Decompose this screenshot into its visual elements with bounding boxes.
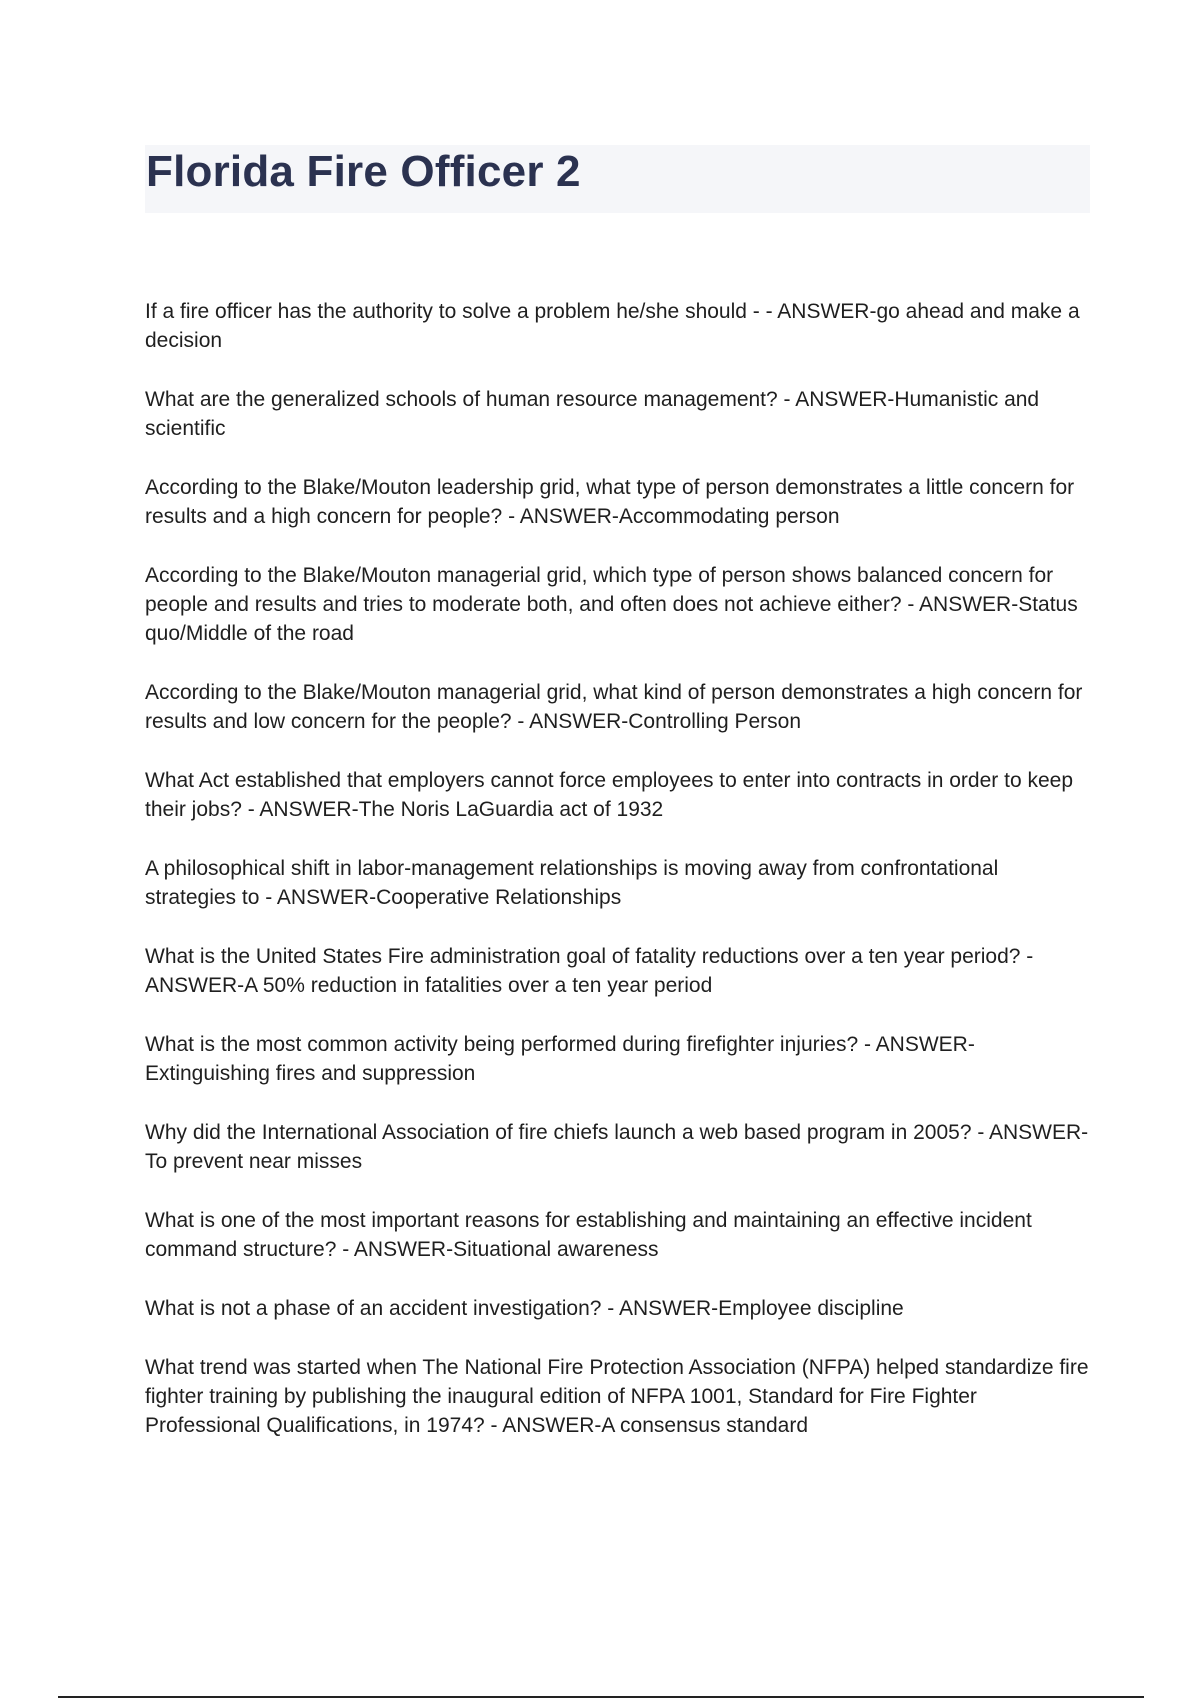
question-text: What is not a phase of an accident investigation? xyxy=(145,1297,602,1320)
footer-divider xyxy=(58,1696,1144,1698)
qa-item: A philosophical shift in labor-management relationships is moving away from confrontational strategies to - ANSWER-Cooperative Relationships xyxy=(145,857,999,909)
qa-item: Why did the International Association of fire chiefs launch a web based program in 2005? - ANSWER-To prevent near misses xyxy=(145,1121,1089,1173)
answer-text: To prevent near misses xyxy=(145,1150,363,1173)
answer-text: A 50% reduction in fatalities over a ten year period xyxy=(244,974,713,997)
qa-item: What is not a phase of an accident investigation? - ANSWER-Employee discipline xyxy=(145,1297,904,1320)
answer-text: Humanistic and scientific xyxy=(145,388,1040,440)
qa-item: According to the Blake/Mouton managerial grid, what kind of person demonstrates a high concern for results and low concern for the people? - ANSWER-Controlling Person xyxy=(145,681,1083,733)
answer-text: Status quo/Middle of the road xyxy=(145,593,1078,645)
qa-item: What Act established that employers cannot force employees to enter into contracts in order to keep their jobs? - ANSWER-The Noris LaGuardia act of 1932 xyxy=(145,769,1073,821)
answer-text: A consensus standard xyxy=(601,1414,809,1437)
answer-text: Employee discipline xyxy=(718,1297,904,1320)
answer-text: Accommodating person xyxy=(618,505,840,528)
question-text: What Act established that employers cannot force employees to enter into contracts in order to keep their jobs? xyxy=(145,769,1073,821)
qa-item: What is one of the most important reasons for establishing and maintaining an effective incident command structure? - ANSWER-Situational awareness xyxy=(145,1209,1032,1261)
question-text: What are the generalized schools of human resource management? xyxy=(145,388,778,411)
question-text: According to the Blake/Mouton managerial grid, what kind of person demonstrates a high concern for results and low concern for the people? xyxy=(145,681,1083,733)
qa-item: What trend was started when The National Fire Protection Association (NFPA) helped standardize fire fighter training by publishing the inaugural edition of NFPA 1001, Standard for Fire Fighter Professional Qualifications, in 1974? - ANSWER-A consensus standard xyxy=(145,1356,1089,1437)
answer-text: Cooperative Relationships xyxy=(376,886,622,909)
question-text: What trend was started when The National Fire Protection Association (NFPA) helped standardize fire fighter training by publishing the inaugural edition of NFPA 1001, Standard for Fire Fighter Professional Qualifications, in 1974? xyxy=(145,1356,1089,1437)
question-text: According to the Blake/Mouton managerial grid, which type of person shows balanced concern for people and results and tries to moderate both, and often does not achieve either? xyxy=(145,564,1054,616)
question-text: A philosophical shift in labor-management relationships is moving away from confrontational strategies to xyxy=(145,857,999,909)
qa-item: If a fire officer has the authority to solve a problem he/she should - - ANSWER-go ahead and make a decision xyxy=(145,300,1080,352)
question-text: According to the Blake/Mouton leadership grid, what type of person demonstrates a little concern for results and a high concern for people? xyxy=(145,476,1075,528)
qa-item: What is the most common activity being performed during firefighter injuries? - ANSWER-Extinguishing fires and suppression xyxy=(145,1033,975,1085)
qa-item: According to the Blake/Mouton managerial grid, which type of person shows balanced concern for people and results and tries to moderate both, and often does not achieve either? - ANSWER-Status quo/Middle of the road xyxy=(145,564,1078,645)
qa-list xyxy=(145,297,1095,1470)
answer-text: Situational awareness xyxy=(453,1238,659,1261)
qa-item: What are the generalized schools of human resource management? - ANSWER-Humanistic and scientific xyxy=(145,388,1040,440)
question-text: What is the most common activity being performed during firefighter injuries? xyxy=(145,1033,859,1056)
question-text: Why did the International Association of fire chiefs launch a web based program in 2005? xyxy=(145,1121,972,1144)
answer-text: Controlling Person xyxy=(628,710,801,733)
question-text: If a fire officer has the authority to solve a problem he/she should - xyxy=(145,300,766,323)
answer-text: go ahead and make a decision xyxy=(145,300,1080,352)
answer-text: Extinguishing fires and suppression xyxy=(145,1062,476,1085)
answer-text: The Noris LaGuardia act of 1932 xyxy=(358,798,664,821)
qa-item: What is the United States Fire administration goal of fatality reductions over a ten year period? - ANSWER-A 50% reduction in fatalities over a ten year period xyxy=(145,945,1034,997)
question-text: What is one of the most important reasons for establishing and maintaining an effective incident command structure? xyxy=(145,1209,1032,1261)
qa-item: According to the Blake/Mouton leadership grid, what type of person demonstrates a little concern for results and a high concern for people? - ANSWER-Accommodating person xyxy=(145,476,1075,528)
page-title: Florida Fire Officer 2 xyxy=(146,147,581,196)
question-text: What is the United States Fire administration goal of fatality reductions over a ten year period? xyxy=(145,945,1021,968)
